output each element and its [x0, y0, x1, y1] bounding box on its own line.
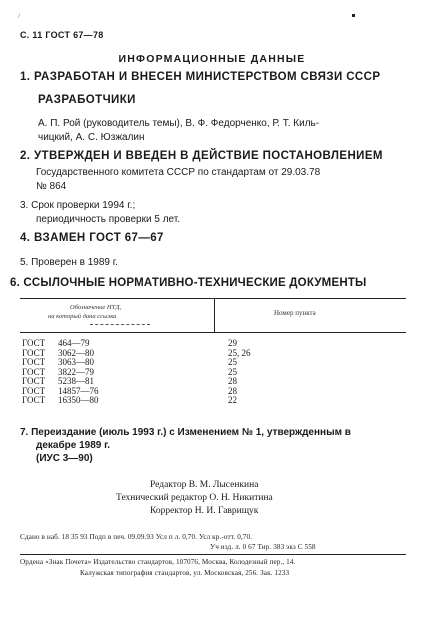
section-2-line-2: № 864: [36, 181, 67, 192]
page-title: ИНФОРМАЦИОННЫЕ ДАННЫЕ: [118, 53, 306, 65]
imprint-line-3: Ордена «Знак Почета» Издательство стандартов, 107076, Москва, Колодезный пер., 14.: [20, 558, 296, 566]
corrector-line: Корректор Н. И. Гаврищук: [150, 506, 259, 516]
table-header-dash: [90, 324, 150, 325]
section-3-line-1: 3. Срок проверки 1994 г.;: [20, 200, 136, 211]
table-row-doc: 3063—80: [58, 357, 94, 367]
section-2-line-1: Государственного комитета СССР по стандартам от 29.03.78: [36, 167, 321, 178]
table-col1-header-line-1: Обозначение НТД,: [70, 304, 122, 311]
editor-line: Редактор В. М. Лысенкина: [150, 480, 259, 490]
table-row-item: 25: [228, 366, 237, 377]
imprint-line-4: Калужская типография стандартов, ул. Московская, 256. Зак. 1233: [80, 569, 290, 577]
table-row-item: 28: [228, 376, 237, 386]
table-row-doc: 3062—80: [58, 347, 94, 358]
table-row-doc: 464—79: [58, 338, 90, 348]
table-row-doc: 16350—80: [58, 395, 99, 405]
developers-line-1: А. П. Рой (руководитель темы), В. Ф. Федорченко, Р. Т. Киль-: [38, 118, 320, 129]
table-row-item: 25, 26: [228, 347, 251, 358]
section-3-line-2: периодичность проверки 5 лет.: [36, 214, 181, 225]
table-row-doc: 3822—79: [58, 366, 94, 377]
table-row-prefix: ГОСТ: [22, 376, 46, 386]
table-row-item: 22: [228, 395, 237, 405]
imprint-line-1: Сдано в наб. 18 35 93 Подп в печ. 09.09.93 Усл п л. 0,70. Усл кр.-отт. 0,70.: [20, 533, 253, 541]
table-row-prefix: ГОСТ: [22, 347, 46, 358]
section-4-heading: 4. ВЗАМЕН ГОСТ 67—67: [20, 232, 164, 244]
table-row-prefix: ГОСТ: [22, 338, 46, 348]
table-row-item: 25: [228, 357, 237, 367]
developers-heading: РАЗРАБОТЧИКИ: [38, 94, 136, 106]
table-row-doc: 14857—76: [58, 385, 99, 396]
table-col1-header-line-2: на который дана ссылка: [48, 313, 117, 320]
table-row-prefix: ГОСТ: [22, 385, 46, 396]
section-7-line-1: 7. Переиздание (июль 1993 г.) с Изменением № 1, утвержденным в: [20, 427, 351, 438]
table-row-item: 29: [228, 338, 237, 348]
corner-mark: /: [18, 12, 20, 20]
developers-line-2: чицкий, А. С. Юзжалин: [38, 132, 145, 143]
table-header-rule: [20, 332, 406, 333]
section-7-ius: (ИУС 3—90): [36, 453, 93, 464]
page-header: С. 11 ГОСТ 67—78: [20, 30, 104, 40]
print-dot: [352, 14, 355, 17]
section-2-heading: 2. УТВЕРЖДЕН И ВВЕДЕН В ДЕЙСТВИЕ ПОСТАНОВЛЕНИЕМ: [20, 150, 383, 162]
tech-editor-line: Технический редактор О. Н. Никитина: [116, 493, 273, 503]
section-6-heading: 6. ССЫЛОЧНЫЕ НОРМАТИВНО-ТЕХНИЧЕСКИЕ ДОКУМЕНТЫ: [10, 277, 367, 289]
section-7-line-2: декабре 1989 г.: [36, 440, 111, 451]
table-row-prefix: ГОСТ: [22, 395, 46, 405]
table-row-doc: 5238—81: [58, 376, 94, 386]
section-5-text: 5. Проверен в 1989 г.: [20, 257, 118, 268]
table-row-prefix: ГОСТ: [22, 357, 46, 367]
imprint-rule: [20, 554, 406, 555]
table-col2-header: Номер пункта: [274, 309, 316, 317]
table-row-prefix: ГОСТ: [22, 366, 46, 377]
table-row-item: 28: [228, 385, 237, 396]
table-top-rule: [20, 298, 406, 299]
section-1-heading: 1. РАЗРАБОТАН И ВНЕСЕН МИНИСТЕРСТВОМ СВЯЗИ СССР: [20, 71, 381, 83]
imprint-line-2: Уч изд. л. 0 67 Тир. 383 экз С 558: [210, 543, 316, 551]
table-column-divider: [214, 298, 215, 332]
